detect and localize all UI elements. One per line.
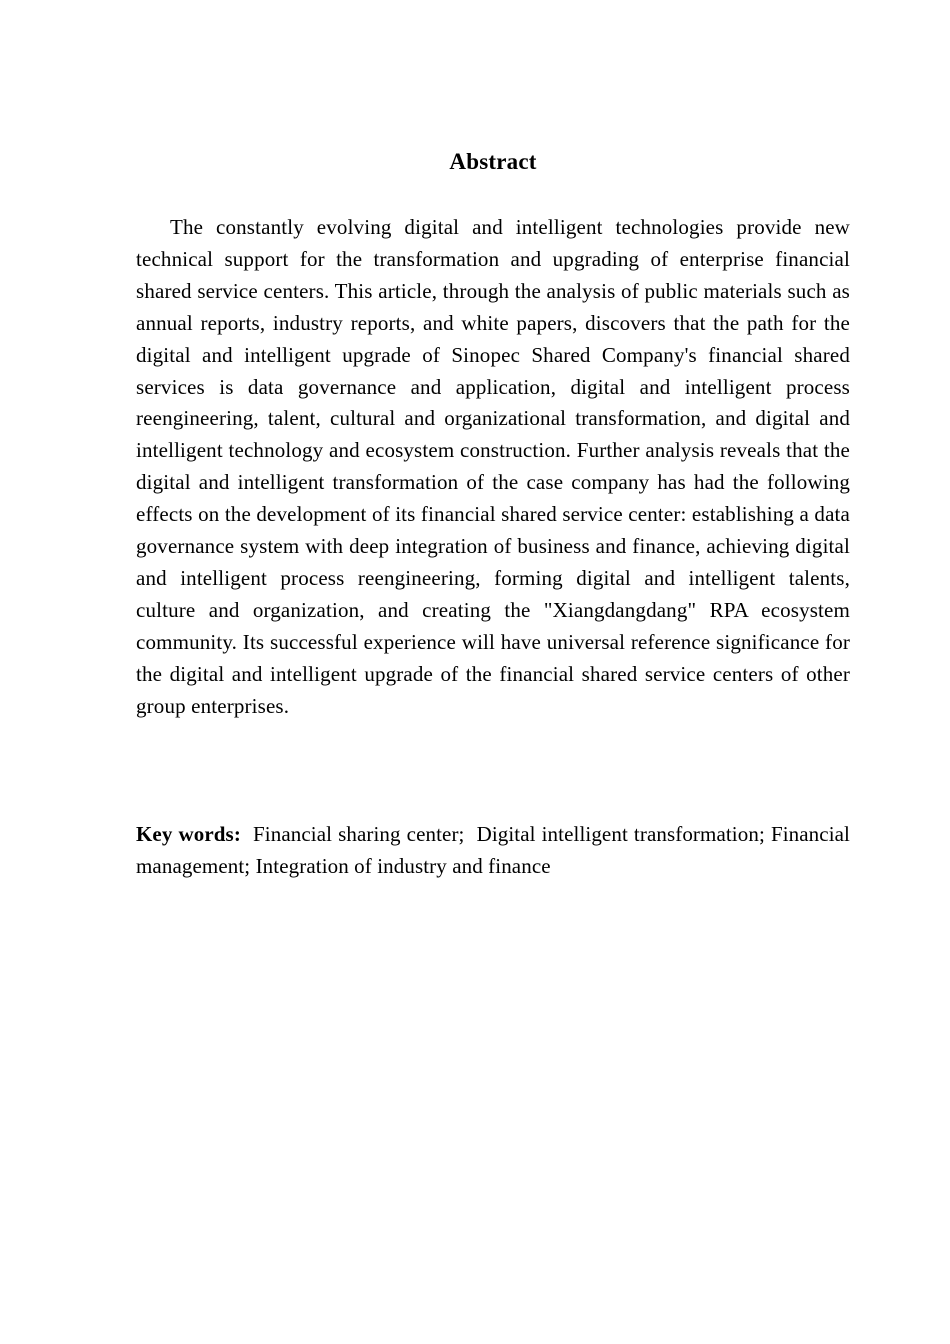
keywords-paragraph bbox=[136, 819, 850, 883]
keyword-item: Digital intelligent transformation; bbox=[476, 822, 765, 846]
keyword-item: Integration of industry and finance bbox=[255, 853, 551, 878]
abstract-title: Abstract bbox=[449, 149, 537, 174]
keyword-item: Financial management; bbox=[136, 822, 850, 878]
keyword-item: Financial sharing center; bbox=[253, 822, 465, 846]
abstract-body: The constantly evolving digital and intelligent technologies provide new technical support for the transformation and upgrading of enterprise financial shared service centers. This article, through the analysis of public materials such as annual reports, industry reports, and white papers, discovers that the path for the digital and intelligent upgrade of Sinopec Shared Company's financial shared services is data governance and application, digital and intelligent process reengineering, talent, cultural and organizational transformation, and digital and intelligent technology and ecosystem construction. Further analysis reveals that the digital and intelligent transformation of the case company has had the following effects on the development of its financial shared service center: establishing a data governance system with deep integration of business and finance, achieving digital and intelligent process reengineering, forming digital and intelligent talents, culture and organization, and creating the "Xiangdangdang" RPA ecosystem community. Its successful experience will have universal reference significance for the digital and intelligent upgrade of the financial shared service centers of other group enterprises. bbox=[136, 215, 850, 718]
keywords-label: Key words: bbox=[136, 822, 241, 846]
